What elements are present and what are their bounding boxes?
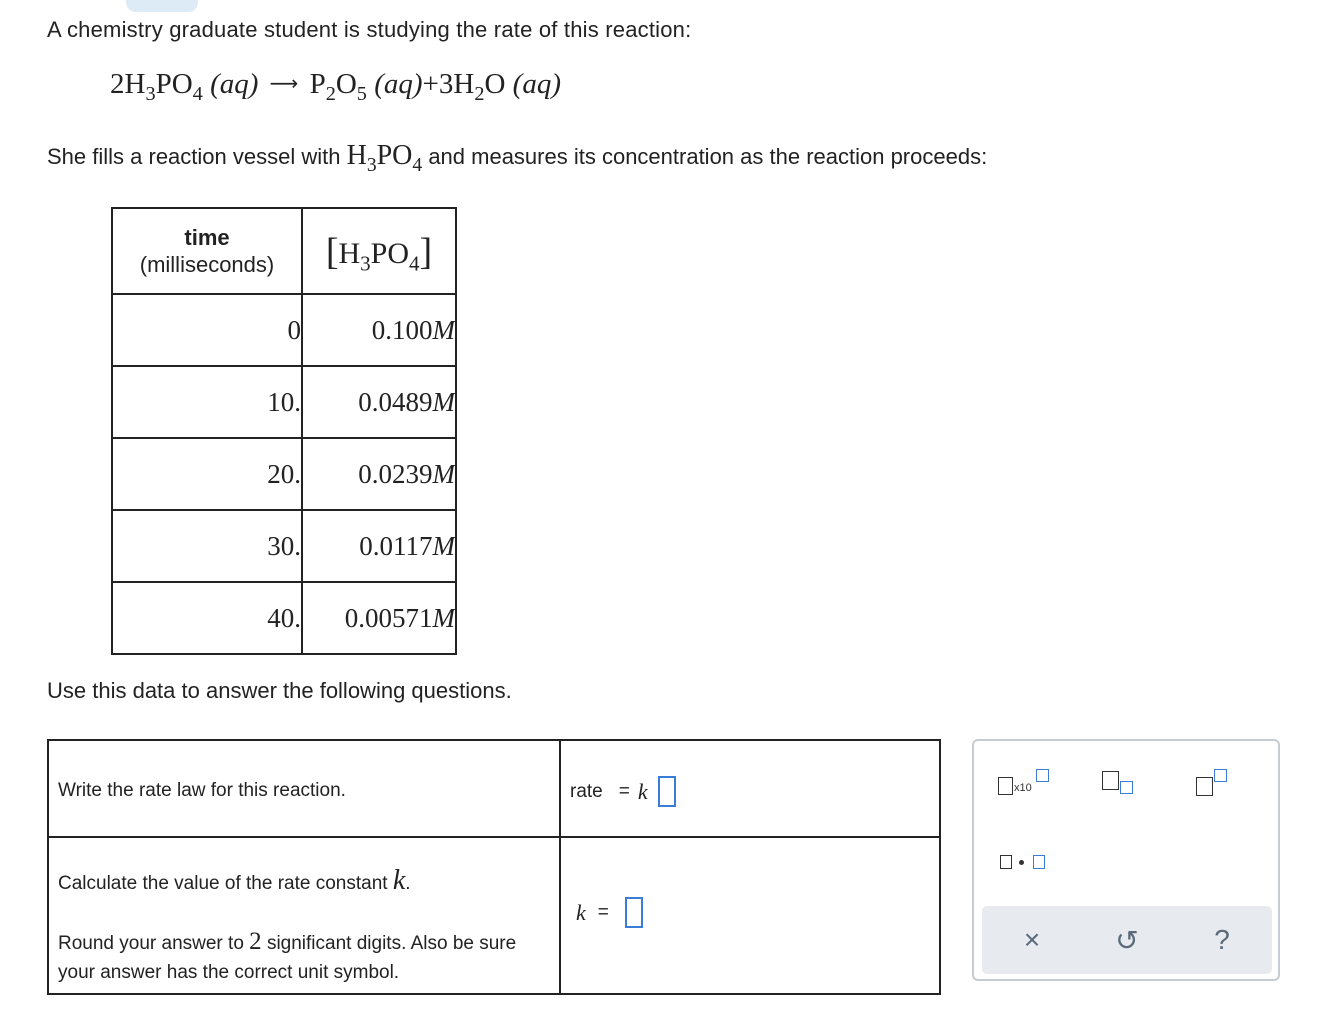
concentration-table [111,207,457,655]
reactant-sub-4: 4 [192,83,203,106]
conc-value: 0.100 [371,314,433,345]
reactant-h: H [124,68,146,100]
dot-icon [1019,860,1024,865]
rate-label: rate [570,780,603,802]
para2-before: She fills a reaction vessel with [47,144,347,169]
questions-table [47,739,941,995]
para2-sub-3: 3 [366,154,377,176]
conc-cell [302,294,456,366]
close-icon: × [1023,924,1041,955]
conc-value: 0.00571 [344,602,433,633]
k-label: k [576,899,586,925]
superscript-base-icon [1196,777,1213,796]
q2-text2a: Round your answer to [58,933,250,954]
subscript-base-icon [1102,771,1119,790]
table-row [112,366,456,438]
header-concentration [302,208,456,294]
conc-unit: M [432,386,455,417]
answer-2-cell [560,837,940,994]
q2-k-symbol: k [392,865,406,896]
q2-text2b: significant digits. Also be sure your answer has the correct unit symbol. [58,933,517,983]
reactant-state: (aq) [210,68,259,100]
right-bracket: ] [419,231,433,273]
table-row [112,582,456,654]
left-operand-icon [1000,855,1012,869]
header-time-label: time [184,225,230,250]
clear-button[interactable] [992,906,1072,974]
time-cell: 10. [112,366,302,438]
conc-unit: M [432,602,455,633]
product1-p: P [309,68,326,100]
base-box-icon [998,777,1013,795]
math-palette [972,739,1280,981]
rate-equals: = [618,780,630,802]
table-header-row [112,208,456,294]
product2-coeff: 3 [438,68,454,100]
intro-text: A chemistry graduate student is studying the rate of this reaction: [47,17,692,42]
conc-cell [302,366,456,438]
x10-label: x10 [1014,782,1032,794]
product1-o: O [335,68,357,100]
header-time [112,208,302,294]
para2-after: and measures its concentration as the reaction proceeds: [422,144,988,169]
rate-k-symbol: k [637,778,648,804]
scientific-notation-button[interactable] [996,767,1046,801]
header-h: H [338,237,361,270]
reaction-arrow-icon: ⟶ [269,71,299,95]
superscript-button[interactable] [1194,767,1238,799]
plus-sign: + [422,68,439,100]
time-cell: 20. [112,438,302,510]
undo-button[interactable] [1087,906,1167,974]
exponent-box-icon [1036,769,1049,782]
header-sub-4: 4 [409,251,420,276]
para2-po: PO [376,140,413,171]
reactant-po: PO [155,68,193,100]
question-2-cell [48,837,560,994]
time-cell: 40. [112,582,302,654]
reaction-equation [110,68,561,106]
instructions-text: Use this data to answer the following questions. [47,678,512,703]
subscript-box-icon [1120,781,1133,794]
header-time-unit: (milliseconds) [139,252,275,277]
para2-formula [346,140,423,176]
product1-sub-2: 2 [325,83,336,106]
product2-state: (aq) [512,68,561,100]
product2-sub-2: 2 [474,83,485,106]
question-row-rate-constant [48,837,940,994]
superscript-box-icon [1214,769,1227,782]
help-button[interactable] [1182,906,1262,974]
product1-sub-5: 5 [356,83,367,106]
conc-unit: M [432,314,455,345]
table-row [112,510,456,582]
rate-law-line [570,776,938,807]
product1-state: (aq) [374,68,423,100]
help-icon: ? [1214,924,1230,955]
question-1-text: Write the rate law for this reaction. [58,780,346,801]
subscript-button[interactable] [1100,769,1140,799]
left-bracket: [ [325,231,339,273]
reactant-coeff: 2 [110,68,125,100]
conc-cell [302,510,456,582]
product2-o: O [484,68,506,100]
question-row-rate-law [48,740,940,837]
top-tab[interactable] [126,0,198,12]
table-row [112,294,456,366]
para2-sub-4: 4 [412,154,423,176]
product2-h: H [453,68,475,100]
header-po: PO [370,237,410,270]
conc-unit: M [432,530,455,561]
palette-actions-bar [982,906,1272,974]
table-row [112,438,456,510]
time-cell: 0 [112,294,302,366]
conc-cell [302,582,456,654]
multiply-dot-button[interactable] [998,851,1058,875]
right-operand-icon [1033,855,1045,869]
sigfigs-count: 2 [249,928,262,955]
k-answer-line [576,897,938,928]
answer-1-cell [560,740,940,837]
time-cell: 30. [112,510,302,582]
reactant-sub-3: 3 [145,83,156,106]
conc-cell [302,438,456,510]
conc-unit: M [432,458,455,489]
conc-value: 0.0489 [358,386,433,417]
rate-law-answer-input[interactable] [658,776,676,807]
conc-value: 0.0117 [359,530,433,561]
q2-text1: Calculate the value of the rate constant [58,873,393,894]
para2-h: H [346,140,367,171]
conc-value: 0.0239 [358,458,433,489]
vessel-paragraph [47,140,988,176]
question-2-text: Calculate the value of the rate constant k. [58,865,411,896]
k-answer-input[interactable] [625,897,643,928]
header-sub-3: 3 [360,251,371,276]
question-2-rounding-text [58,927,558,987]
k-equals: = [597,901,609,923]
undo-icon: ↺ [1115,924,1139,956]
question-1-cell [48,740,560,837]
